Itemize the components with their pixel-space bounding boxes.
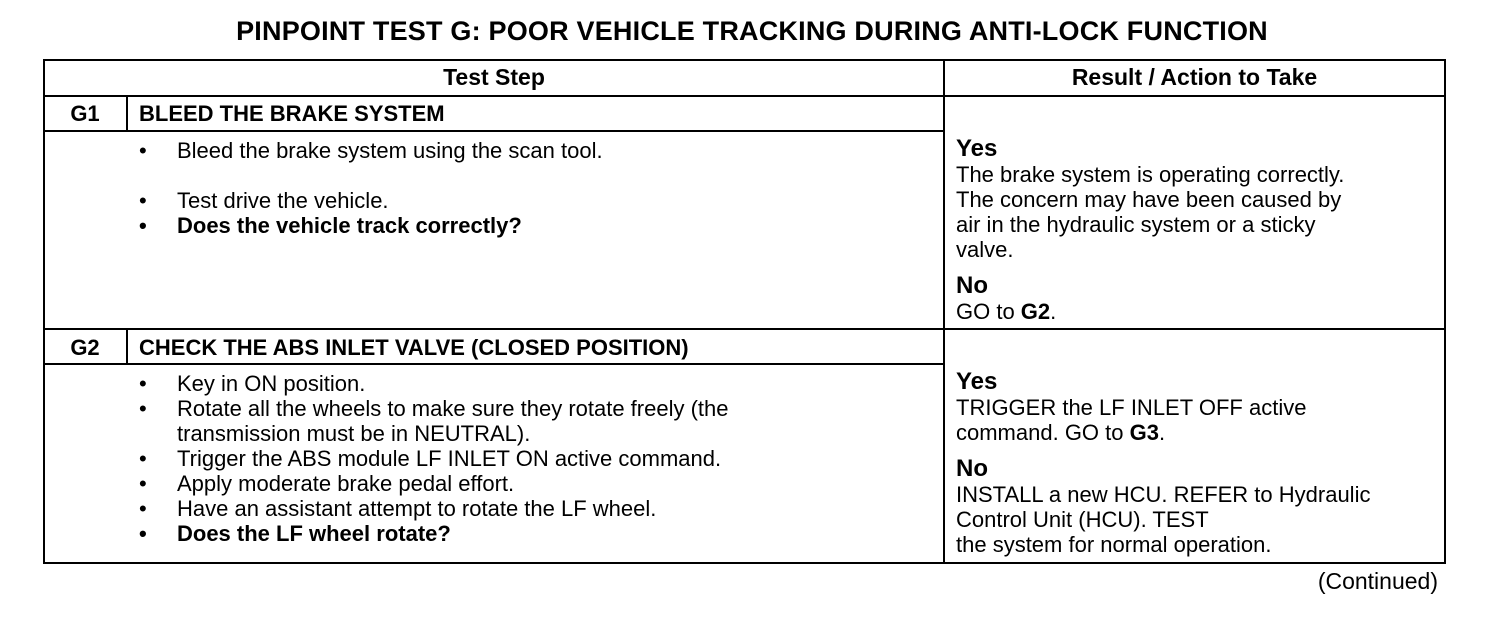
g2-title-divider <box>43 363 945 365</box>
yes-label: Yes <box>956 368 998 395</box>
list-item: • Trigger the ABS module LF INLET ON active command. <box>139 446 929 471</box>
step-reference-g2: G2 <box>1020 299 1051 324</box>
yes-label: Yes <box>956 135 998 162</box>
step-reference-g3: G3 <box>1129 420 1159 445</box>
column-divider <box>943 59 945 564</box>
g1-title-divider <box>43 130 945 132</box>
g1-g2-divider <box>43 328 1446 330</box>
list-item: • Have an assistant attempt to rotate the LF wheel. <box>139 496 929 521</box>
header-test-step: Test Step <box>443 64 545 90</box>
result-text: GO to G2. <box>956 299 1057 324</box>
list-item: • Key in ON position. <box>139 371 929 396</box>
page-title: PINPOINT TEST G: POOR VEHICLE TRACKING DURING ANTI-LOCK FUNCTION <box>236 16 1268 46</box>
result-text: The brake system is operating correctly. <box>956 162 1345 187</box>
list-item: • Bleed the brake system using the scan tool. <box>139 138 919 163</box>
result-text: valve. <box>956 237 1014 262</box>
result-text: INSTALL a new HCU. REFER to Hydraulic <box>956 482 1371 507</box>
list-item: • Does the vehicle track correctly? <box>139 213 919 238</box>
continued-label: (Continued) <box>1317 568 1438 594</box>
g2-id-divider <box>126 329 128 364</box>
list-item: • Does the LF wheel rotate? <box>139 521 929 546</box>
g1-id-divider <box>126 96 128 131</box>
step-id-g2: G2 <box>70 335 100 360</box>
g2-result <box>956 368 1442 557</box>
list-item: • Apply moderate brake pedal effort. <box>139 471 929 496</box>
result-text: command. GO to G3. <box>956 420 1166 445</box>
result-text: TRIGGER the LF INLET OFF active <box>956 395 1307 420</box>
g1-result <box>956 135 1441 324</box>
g1-step-list <box>139 138 919 238</box>
no-label: No <box>956 272 988 299</box>
step-title-g1: BLEED THE BRAKE SYSTEM <box>139 101 445 126</box>
step-id-g1: G1 <box>70 101 100 126</box>
result-text: The concern may have been caused by <box>956 187 1342 212</box>
header-divider <box>43 95 1446 97</box>
step-title-g2: CHECK THE ABS INLET VALVE (CLOSED POSITION) <box>139 335 689 360</box>
list-item: • Rotate all the wheels to make sure they rotate freely (the transmission must be in NEUTRAL). <box>139 396 929 446</box>
result-text: Control Unit (HCU). TEST <box>956 507 1209 532</box>
list-item: • Test drive the vehicle. <box>139 188 919 213</box>
g2-step-list <box>139 371 929 546</box>
header-result-action: Result / Action to Take <box>1071 64 1318 90</box>
no-label: No <box>956 455 988 482</box>
result-text: air in the hydraulic system or a sticky <box>956 212 1316 237</box>
result-text: the system for normal operation. <box>956 532 1272 557</box>
